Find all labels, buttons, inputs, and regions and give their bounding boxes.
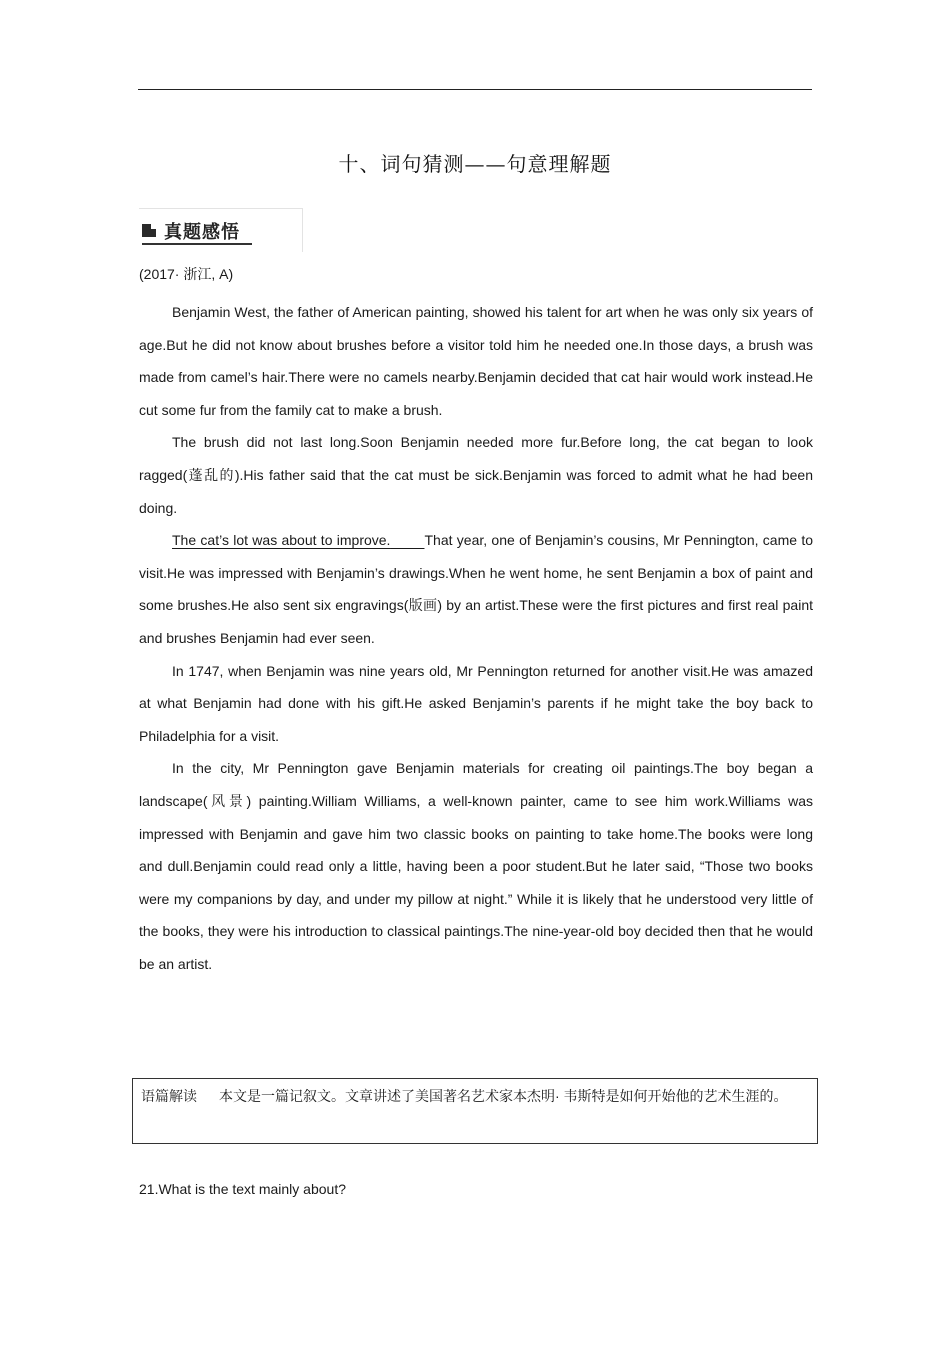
underlined-sentence: The cat’s lot was about to improve. — [172, 532, 391, 549]
paragraph-1: Benjamin West, the father of American painting, showed his talent for art when he was only six years of age.But he did not know about brushes before a visitor told him he needed one.In those days, a brush was made from camel’s hair.There were no camels nearby.Benjamin decided that cat hair would work instead.He cut some fur from the family cat to make a brush. — [139, 304, 813, 418]
section-tag — [139, 208, 303, 252]
reading-passage — [139, 296, 813, 980]
section-title: 十、词句猜测——句意理解题 — [338, 152, 612, 176]
paragraph-5: In the city, Mr Pennington gave Benjamin materials for creating oil paintings.The boy began a landscape(风景) painting.William Williams, a well-known painter, came to see him work.Williams was impressed with Benjamin and gave him two classic books on painting to take home.The books were long and dull.Benjamin could read only a little, having been a poor student.But he later said, “Those two books were my companions by day, and under my pillow at night.” While it is likely that he understood very little of the books, they were his introduction to classical paintings.The nine-year-old boy decided then that he would be an artist. — [139, 760, 813, 972]
tag-label: 真题感悟 — [164, 222, 240, 243]
header-rule — [138, 89, 812, 90]
paragraph-3: The cat’s lot was about to improve. That year, one of Benjamin’s cousins, Mr Pennington, came to visit.He was impressed with Benjamin’s drawings.When he went home, he sent Benjamin a box of paint and some brushes.He also sent six engravings(版画) by an artist.These were the first pictures and first real paint and brushes Benjamin had ever seen. — [139, 532, 813, 646]
tag-underline — [142, 243, 252, 245]
paragraph-2: The brush did not last long.Soon Benjamin needed more fur.Before long, the cat began to look ragged(蓬乱的).His father said that the cat must be sick.Benjamin was forced to admit what he had been doing. — [139, 434, 813, 516]
analysis-label: 语篇解读 — [141, 1088, 197, 1104]
passage-analysis-box — [132, 1078, 818, 1144]
question-21: 21.What is the text mainly about? — [139, 1181, 346, 1197]
source-citation: (2017· 浙江, A) — [139, 266, 234, 282]
paragraph-4: In 1747, when Benjamin was nine years old, Mr Pennington returned for another visit.He was amazed at what Benjamin had done with his gift.He asked Benjamin’s parents if he might take the boy back to Philadelphia for a visit. — [139, 662, 813, 744]
analysis-text: 本文是一篇记叙文。文章讲述了美国著名艺术家本杰明· 韦斯特是如何开始他的艺术生涯的。 — [219, 1088, 788, 1104]
